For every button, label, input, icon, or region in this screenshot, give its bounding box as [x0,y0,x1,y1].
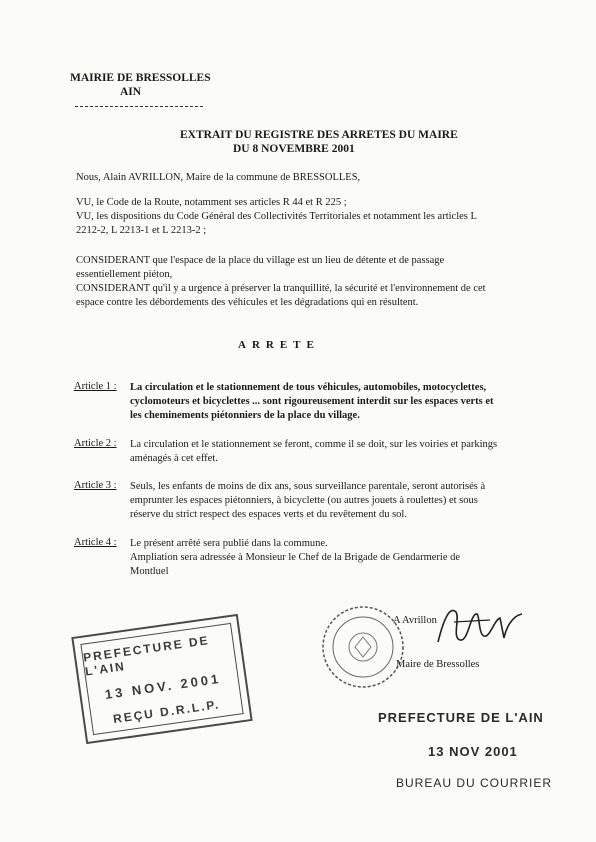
article-4-line: Ampliation sera adressée à Monsieur le Chef de la Brigade de Gendarmerie de [130,552,461,563]
article-1-text [130,381,580,423]
mairie-name: MAIRIE DE BRESSOLLES [70,72,211,84]
article-4-text [130,537,580,579]
prefecture-stamp-service: BUREAU DU COURRIER [396,776,553,790]
article-1-line: les cheminements piétonniers de la place du village. [130,410,360,421]
article-1-label: Article 1 : [74,381,117,392]
signatory-name: A Avrillon [393,615,437,626]
article-3-text [130,480,580,522]
article-2-line: La circulation et le stationnement se feront, comme il se doit, sur les voiries et parkings [130,439,498,450]
article-2-line: aménagés à cet effet. [130,453,218,464]
prefecture-stamp-date: 13 NOV 2001 [428,744,518,759]
article-1-line: La circulation et le stationnement de tous véhicules, automobiles, motocyclettes, [130,382,487,393]
article-3-line: Seuls, les enfants de moins de dix ans, sous surveillance parentale, seront autorisés à [130,481,486,492]
received-stamp-service: REÇU D.R.L.P. [112,696,221,726]
preamble-considerant-2: CONSIDERANT qu'il y a urgence à préserver la tranquillité, la sécurité et l'environnement de cet [76,283,486,294]
arrete-heading: ARRETE [238,339,320,351]
article-4-line: Le présent arrêté sera publié dans la commune. [130,538,328,549]
preamble-considerant-1-cont: essentiellement piéton, [76,269,173,280]
signatory-role: Maire de Bressolles [396,659,480,670]
header-rule [75,106,203,107]
article-2-text [130,438,580,466]
article-3-line: emprunter les espaces piétonniers, à bicyclette (ou autres jouets à roulettes) et sous [130,495,478,506]
article-1-line: cyclomoteurs et bicyclettes ... sont rigoureusement interdit sur les espaces verts et [130,396,494,407]
article-2-label: Article 2 : [74,438,117,449]
article-4-line: Montluel [130,566,169,577]
preamble-vu-2: VU, les dispositions du Code Général des Collectivités Territoriales et notamment les articles L [76,211,477,222]
preamble-vu-1: VU, le Code de la Route, notamment ses articles R 44 et R 225 ; [76,197,347,208]
article-3-label: Article 3 : [74,480,117,491]
article-3-line: réserve du strict respect des espaces verts et du revêtement du sol. [130,509,407,520]
document-title: EXTRAIT DU REGISTRE DES ARRETES DU MAIRE [180,129,458,141]
article-4-label: Article 4 : [74,537,117,548]
received-stamp-date: 13 NOV. 2001 [103,670,223,702]
department-name: AIN [120,86,142,98]
preamble-vu-2-cont: 2212-2, L 2213-1 et L 2213-2 ; [76,225,207,236]
received-stamp-prefecture: PREFECTURE DE L'AIN [82,632,211,679]
handwritten-signature [430,598,530,650]
received-stamp [71,614,252,744]
document-date: DU 8 NOVEMBRE 2001 [233,143,355,155]
preamble-considerant-1: CONSIDERANT que l'espace de la place du village est un lieu de détente et de passage [76,255,445,266]
preamble-considerant-2-cont: espace contre les débordements des véhicules et les dégradations qui en résultent. [76,297,419,308]
preamble-nous: Nous, Alain AVRILLON, Maire de la commune de BRESSOLLES, [76,172,361,183]
prefecture-stamp-title: PREFECTURE DE L'AIN [378,710,544,725]
